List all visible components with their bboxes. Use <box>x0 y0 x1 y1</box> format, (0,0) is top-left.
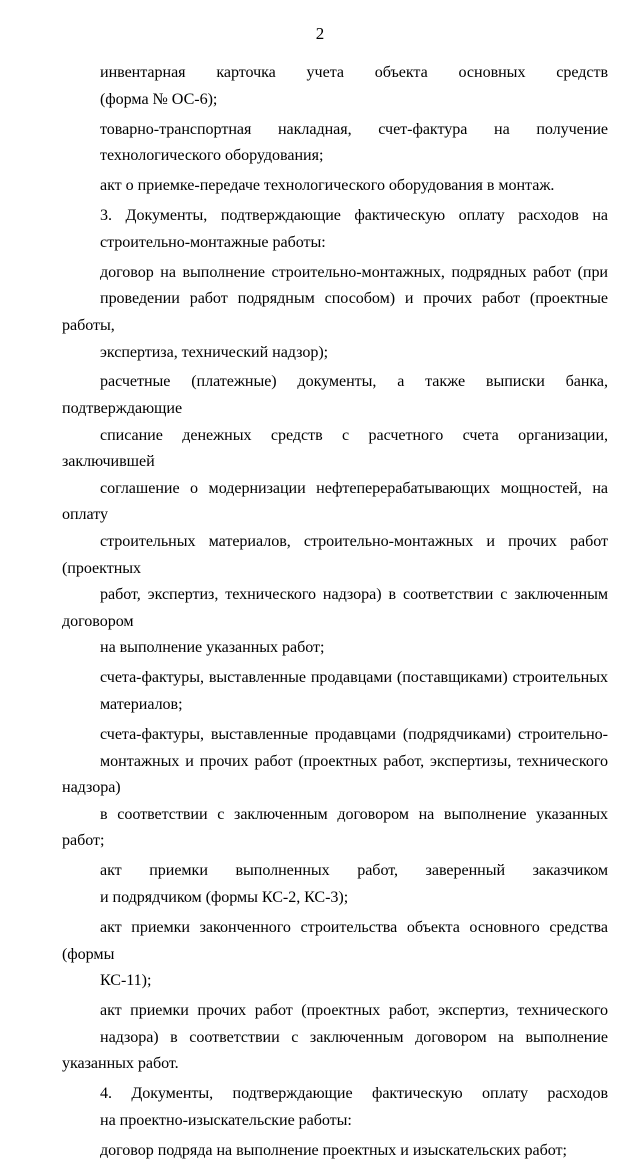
paragraph-inventory-card <box>62 60 608 113</box>
paragraph-line: материалов; <box>100 696 183 713</box>
paragraph-line: проведении работ подрядным способом) и прочих работ (проектные работы, <box>62 290 608 334</box>
paragraph-waybill <box>62 117 608 170</box>
paragraph-supplier-invoices <box>62 665 608 718</box>
page-number: 2 <box>315 24 325 43</box>
paragraph-line: счета-фактуры, выставленные продавцами (поставщиками) строительных <box>100 669 608 687</box>
paragraph-section-4-heading <box>62 1081 608 1134</box>
paragraph-line: на выполнение указанных работ; <box>100 639 325 657</box>
paragraph-line: технологического оборудования; <box>100 147 324 165</box>
paragraph-line: строительных материалов, строительно-монтажных и прочих работ (проектных <box>62 533 608 577</box>
paragraph-line: акт приемки выполненных работ, заверенный заказчиком <box>100 862 608 880</box>
paragraph-line: (форма № ОС-6); <box>100 90 218 108</box>
paragraph-payment-documents <box>62 369 608 662</box>
paragraph-construction-contract <box>62 260 608 366</box>
document-body <box>62 60 608 1168</box>
paragraph-line: надзора) в соответствии с заключенным договором на выполнение указанных работ. <box>62 1028 608 1073</box>
paragraph-line: 4. Документы, подтверждающие фактическую оплату расходов <box>100 1085 608 1103</box>
paragraph-line: КС-11); <box>100 972 152 990</box>
paragraph-design-contract <box>62 1138 608 1165</box>
paragraph-line: соглашение о модернизации нефтеперерабатывающих мощностей, на оплату <box>62 479 608 524</box>
paragraph-acceptance-act <box>62 858 608 911</box>
paragraph-other-works-act <box>62 998 608 1078</box>
paragraph-line: на проектно-изыскательские работы: <box>100 1111 352 1129</box>
paragraph-line: и подрядчиком (формы КС-2, КС-3); <box>100 888 349 906</box>
paragraph-line: акт о приемке-передаче технологического оборудования в монтаж. <box>100 177 555 195</box>
paragraph-line: акт приемки законченного строительства объекта основного средства (формы <box>62 918 608 963</box>
paragraph-line: расчетные (платежные) документы, а также выписки банка, подтверждающие <box>62 373 608 418</box>
paragraph-line: 3. Документы, подтверждающие фактическую оплату расходов на <box>100 207 608 225</box>
paragraph-line: экспертиза, технический надзор); <box>100 343 329 361</box>
paragraph-line: договор на выполнение строительно-монтажных, подрядных работ (при <box>100 263 608 281</box>
paragraph-line: в соответствии с заключенным договором на выполнение указанных работ; <box>62 805 608 850</box>
paragraph-line: договор подряда на выполнение проектных и изыскательских работ; <box>100 1141 567 1159</box>
paragraph-line: работ, экспертиз, технического надзора) в соответствии с заключенным договором <box>62 586 608 630</box>
paragraph-section-3-heading <box>62 203 608 256</box>
paragraph-line: счета-фактуры, выставленные продавцами (подрядчиками) строительно- <box>100 725 608 743</box>
paragraph-line: товарно-транспортная накладная, счет-фактура на получение <box>100 120 608 138</box>
paragraph-contractor-invoices <box>62 722 608 855</box>
paragraph-line: строительно-монтажные работы: <box>100 233 326 251</box>
paragraph-transfer-act <box>62 173 608 200</box>
paragraph-line: списание денежных средств с расчетного счета организации, заключившей <box>62 426 608 471</box>
paragraph-completed-construction-act <box>62 915 608 995</box>
paragraph-line: инвентарная карточка учета объекта основных средств <box>100 64 608 81</box>
paragraph-line: акт приемки прочих работ (проектных работ, экспертиз, технического <box>100 1002 608 1020</box>
paragraph-line: монтажных и прочих работ (проектных работ, экспертизы, технического надзора) <box>62 752 608 797</box>
